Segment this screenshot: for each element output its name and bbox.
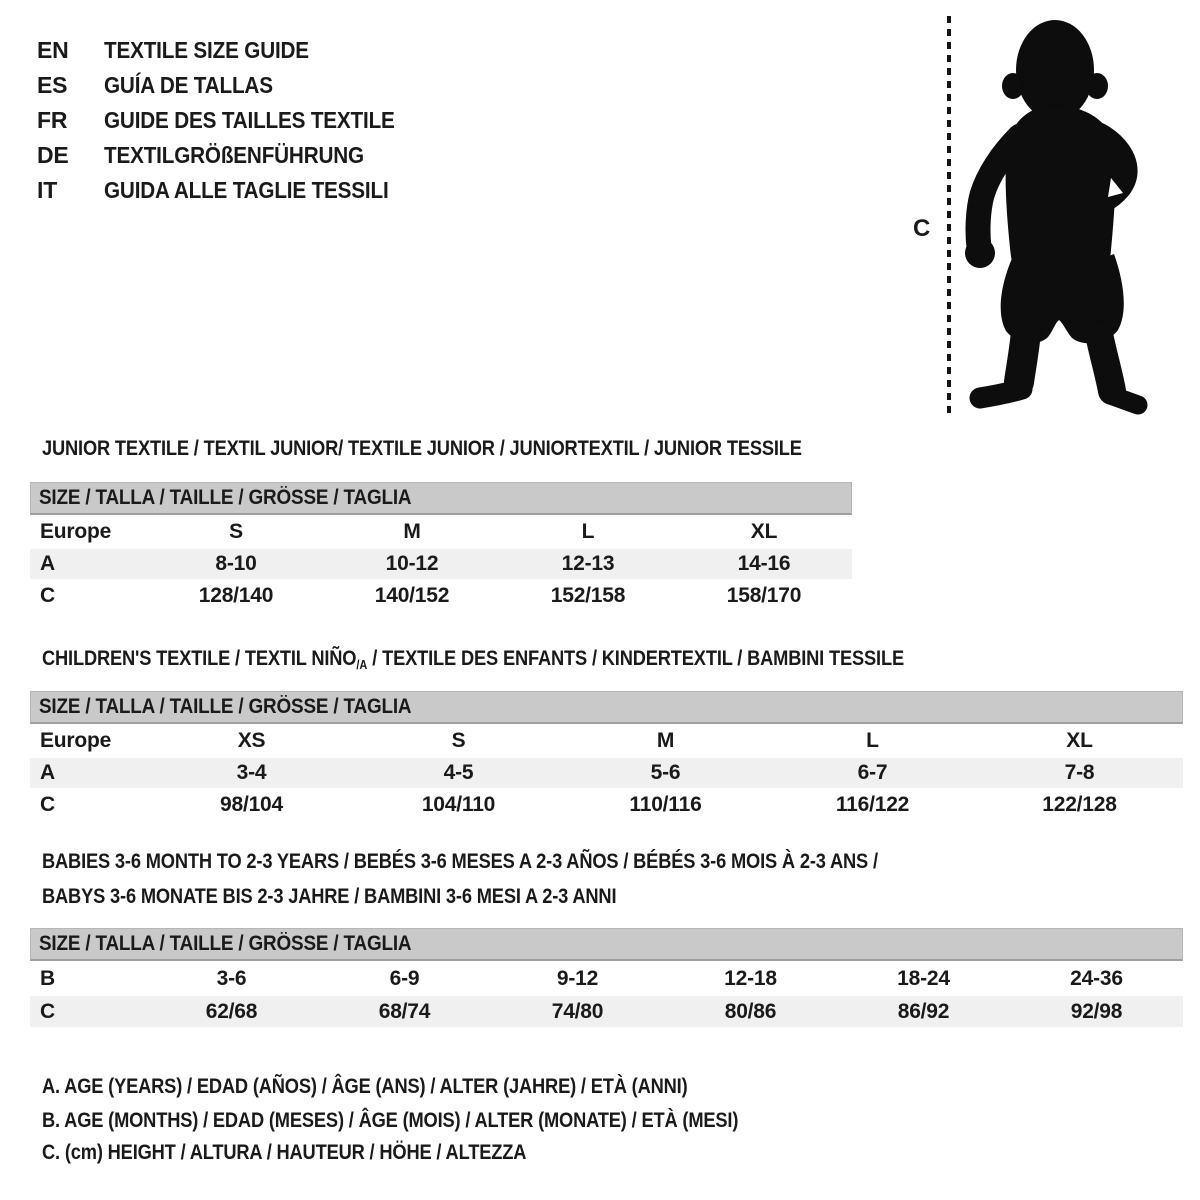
size-table-row [30, 788, 1183, 822]
size-table-row [30, 579, 852, 613]
junior-section-title [42, 436, 936, 460]
language-title: GUIDE DES TAILLES TEXTILE [104, 107, 395, 133]
language-title: TEXTILE SIZE GUIDE [104, 37, 309, 63]
size-cell: L [866, 729, 879, 752]
babies-section-title-line-2 [42, 884, 718, 908]
row-label: A [40, 761, 55, 784]
row-label: C [40, 793, 55, 816]
size-header-label: SIZE / TALLA / TAILLE / GRÖSSE / TAGLIA [39, 695, 412, 718]
size-table-row [30, 724, 1183, 758]
language-code: DE [37, 142, 69, 168]
size-cell: L [581, 520, 595, 543]
size-cell: 14-16 [737, 552, 791, 575]
size-cell: M [656, 729, 675, 752]
children-section-title [42, 646, 1056, 677]
size-cell: 9-12 [556, 966, 599, 990]
size-cell: 74/80 [551, 999, 604, 1023]
size-cell: XL [1066, 729, 1093, 752]
size-cell: 12-13 [561, 552, 615, 575]
size-cell: 4-5 [443, 761, 474, 784]
legend-line-c-text: C. (cm) HEIGHT / ALTURA / HAUTEUR / HÖHE / ALTEZZA [42, 1140, 527, 1164]
size-cell: XS [237, 729, 266, 752]
legend-line-c [42, 1140, 612, 1165]
size-cell: M [403, 520, 421, 543]
size-cell: 122/128 [1042, 793, 1117, 816]
size-header-label: SIZE / TALLA / TAILLE / GRÖSSE / TAGLIA [39, 486, 412, 509]
size-cell: 62/68 [205, 999, 258, 1023]
size-cell: 68/74 [378, 999, 431, 1023]
children-title-prefix: CHILDREN'S TEXTILE / TEXTIL NIÑO [42, 646, 357, 670]
size-cell: 3-6 [216, 966, 247, 990]
children-title-sub: /A [356, 657, 368, 672]
children-size-table [30, 691, 1183, 822]
size-cell: 92/98 [1070, 999, 1123, 1023]
legend-line-a [42, 1074, 801, 1099]
row-label: B [40, 966, 55, 990]
babies-title-text-1: BABIES 3-6 MONTH TO 2-3 YEARS / BEBÉS 3-6 MESES A 2-3 AÑOS / BÉBÉS 3-6 MOIS À 2-3 ANS / [42, 849, 878, 873]
size-cell: 6-9 [389, 966, 420, 990]
size-cell: 5-6 [650, 761, 681, 784]
size-cell: S [229, 520, 243, 543]
row-label: Europe [40, 729, 112, 752]
language-title: GUÍA DE TALLAS [104, 72, 273, 98]
size-cell: 104/110 [421, 793, 496, 816]
language-row [37, 33, 427, 68]
size-cell: 80/86 [724, 999, 777, 1023]
language-title: TEXTILGRÖßENFÜHRUNG [104, 142, 364, 168]
junior-section-title-text: JUNIOR TEXTILE / TEXTIL JUNIOR/ TEXTILE JUNIOR / JUNIORTEXTIL / JUNIOR TESSILE [42, 436, 802, 460]
size-cell: 24-36 [1070, 966, 1123, 990]
height-measure-line [947, 16, 951, 414]
size-cell: 98/104 [219, 793, 284, 816]
size-header-bar [30, 928, 1183, 961]
language-row [37, 173, 427, 208]
row-label: Europe [40, 520, 112, 543]
language-code: IT [37, 177, 58, 203]
size-cell: 128/140 [198, 584, 274, 607]
size-cell: 140/152 [374, 584, 450, 607]
junior-size-table [30, 482, 852, 613]
size-cell: XL [750, 520, 778, 543]
size-table-row [30, 515, 852, 549]
babies-title-text-2: BABYS 3-6 MONATE BIS 2-3 JAHRE / BAMBINI 3-6 MESI A 2-3 ANNI [42, 884, 617, 908]
babies-size-table [30, 928, 1183, 1027]
size-cell: 18-24 [897, 966, 950, 990]
size-cell: 158/170 [726, 584, 802, 607]
size-cell: 110/116 [629, 793, 702, 816]
toddler-silhouette-icon [962, 12, 1162, 417]
size-cell: 7-8 [1064, 761, 1095, 784]
language-row [37, 103, 427, 138]
children-section-title-text [42, 646, 904, 677]
size-table-row [30, 549, 852, 579]
babies-section-title-line-1 [42, 849, 1025, 873]
row-label: A [40, 552, 55, 575]
legend-line-a-text: A. AGE (YEARS) / EDAD (AÑOS) / ÂGE (ANS) / ALTER (JAHRE) / ETÀ (ANNI) [42, 1074, 688, 1098]
language-code: FR [37, 107, 68, 133]
height-measure-label: C [913, 215, 931, 242]
size-cell: 6-7 [857, 761, 888, 784]
size-cell: S [451, 729, 466, 752]
language-row [37, 68, 427, 103]
language-title-list [37, 33, 427, 208]
legend-line-b [42, 1108, 861, 1133]
legend-line-b-text: B. AGE (MONTHS) / EDAD (MESES) / ÂGE (MOIS) / ALTER (MONATE) / ETÀ (MESI) [42, 1108, 739, 1132]
size-cell: 3-4 [236, 761, 267, 784]
size-cell: 86/92 [897, 999, 950, 1023]
language-row [37, 138, 427, 173]
size-cell: 12-18 [724, 966, 777, 990]
size-table-row [30, 961, 1183, 996]
size-cell: 10-12 [385, 552, 439, 575]
children-title-suffix: / TEXTILE DES ENFANTS / KINDERTEXTIL / BAMBINI TESSILE [367, 646, 904, 670]
size-table-row [30, 996, 1183, 1027]
size-table-row [30, 758, 1183, 788]
size-header-bar [30, 691, 1183, 724]
row-label: C [40, 584, 55, 607]
size-cell: 8-10 [215, 552, 257, 575]
size-cell: 152/158 [550, 584, 626, 607]
language-code: ES [37, 72, 68, 98]
size-header-bar [30, 482, 852, 515]
size-header-label: SIZE / TALLA / TAILLE / GRÖSSE / TAGLIA [39, 932, 412, 955]
language-title: GUIDA ALLE TAGLIE TESSILI [104, 177, 389, 203]
size-cell: 116/122 [835, 793, 910, 816]
language-code: EN [37, 37, 69, 63]
row-label: C [40, 999, 55, 1023]
